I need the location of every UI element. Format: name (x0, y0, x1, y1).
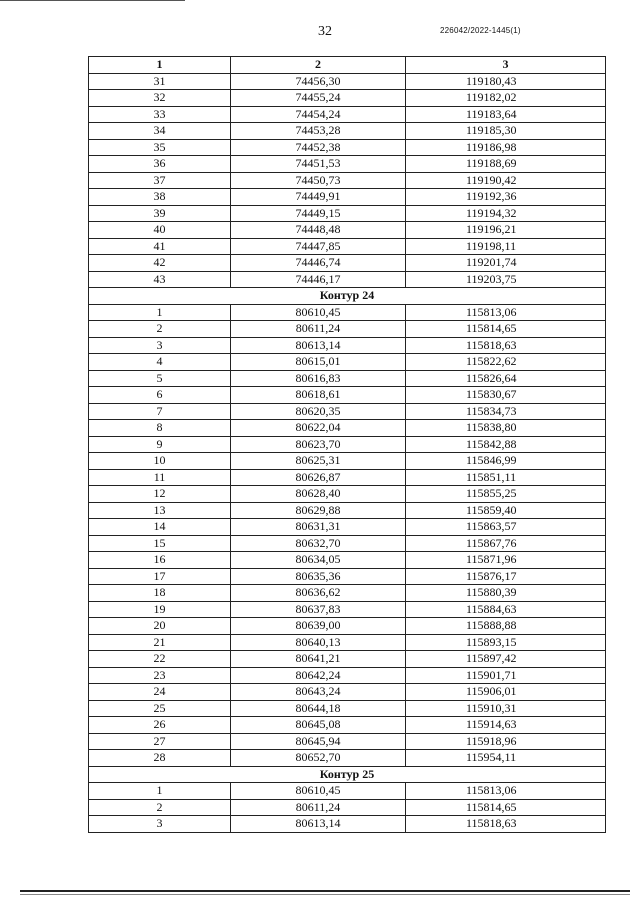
x-coordinate: 80634,05 (231, 552, 406, 569)
point-number: 28 (89, 750, 231, 767)
table-row (89, 568, 606, 585)
y-coordinate: 115822,62 (406, 354, 606, 371)
point-number: 31 (89, 73, 231, 90)
y-coordinate: 115855,25 (406, 486, 606, 503)
point-number: 33 (89, 106, 231, 123)
point-number: 17 (89, 568, 231, 585)
x-coordinate: 74446,17 (231, 271, 406, 288)
point-number: 35 (89, 139, 231, 156)
y-coordinate: 115818,63 (406, 816, 606, 833)
x-coordinate: 80613,14 (231, 816, 406, 833)
x-coordinate: 80611,24 (231, 321, 406, 338)
table-row (89, 585, 606, 602)
table-row (89, 271, 606, 288)
table-row (89, 816, 606, 833)
x-coordinate: 80631,31 (231, 519, 406, 536)
y-coordinate: 115813,06 (406, 304, 606, 321)
table-row (89, 667, 606, 684)
y-coordinate: 119201,74 (406, 255, 606, 272)
y-coordinate: 119190,42 (406, 172, 606, 189)
x-coordinate: 74448,48 (231, 222, 406, 239)
x-coordinate: 80642,24 (231, 667, 406, 684)
point-number: 18 (89, 585, 231, 602)
x-coordinate: 80610,45 (231, 783, 406, 800)
table-row (89, 436, 606, 453)
table-row (89, 651, 606, 668)
x-coordinate: 80635,36 (231, 568, 406, 585)
bottom-rule (20, 890, 630, 892)
section-title: Контур 24 (89, 288, 606, 305)
y-coordinate: 115871,96 (406, 552, 606, 569)
table-row (89, 420, 606, 437)
x-coordinate: 80644,18 (231, 700, 406, 717)
point-number: 6 (89, 387, 231, 404)
table-row (89, 189, 606, 206)
x-coordinate: 80643,24 (231, 684, 406, 701)
table-header (89, 57, 606, 74)
point-number: 23 (89, 667, 231, 684)
column-header: 1 (89, 57, 231, 74)
x-coordinate: 80645,94 (231, 733, 406, 750)
x-coordinate: 80629,88 (231, 502, 406, 519)
table-row (89, 601, 606, 618)
section-row (89, 766, 606, 783)
y-coordinate: 115893,15 (406, 634, 606, 651)
point-number: 34 (89, 123, 231, 140)
y-coordinate: 115888,88 (406, 618, 606, 635)
table-row (89, 799, 606, 816)
x-coordinate: 80641,21 (231, 651, 406, 668)
point-number: 12 (89, 486, 231, 503)
table-row (89, 90, 606, 107)
y-coordinate: 119186,98 (406, 139, 606, 156)
x-coordinate: 74449,15 (231, 205, 406, 222)
y-coordinate: 115884,63 (406, 601, 606, 618)
x-coordinate: 80625,31 (231, 453, 406, 470)
point-number: 26 (89, 717, 231, 734)
point-number: 15 (89, 535, 231, 552)
point-number: 19 (89, 601, 231, 618)
point-number: 1 (89, 783, 231, 800)
y-coordinate: 115846,99 (406, 453, 606, 470)
point-number: 13 (89, 502, 231, 519)
point-number: 42 (89, 255, 231, 272)
table-row (89, 535, 606, 552)
y-coordinate: 119194,32 (406, 205, 606, 222)
point-number: 22 (89, 651, 231, 668)
y-coordinate: 115918,96 (406, 733, 606, 750)
x-coordinate: 80636,62 (231, 585, 406, 602)
table-row (89, 453, 606, 470)
point-number: 5 (89, 370, 231, 387)
y-coordinate: 115813,06 (406, 783, 606, 800)
x-coordinate: 74456,30 (231, 73, 406, 90)
y-coordinate: 115838,80 (406, 420, 606, 437)
x-coordinate: 74447,85 (231, 238, 406, 255)
table-row (89, 106, 606, 123)
point-number: 43 (89, 271, 231, 288)
x-coordinate: 80613,14 (231, 337, 406, 354)
table-row (89, 552, 606, 569)
point-number: 32 (89, 90, 231, 107)
point-number: 25 (89, 700, 231, 717)
point-number: 2 (89, 799, 231, 816)
table-row (89, 139, 606, 156)
table-row (89, 337, 606, 354)
point-number: 27 (89, 733, 231, 750)
point-number: 14 (89, 519, 231, 536)
x-coordinate: 74450,73 (231, 172, 406, 189)
point-number: 39 (89, 205, 231, 222)
x-coordinate: 74452,38 (231, 139, 406, 156)
table-row (89, 172, 606, 189)
y-coordinate: 119183,64 (406, 106, 606, 123)
point-number: 37 (89, 172, 231, 189)
x-coordinate: 80616,83 (231, 370, 406, 387)
point-number: 9 (89, 436, 231, 453)
y-coordinate: 115897,42 (406, 651, 606, 668)
point-number: 36 (89, 156, 231, 173)
y-coordinate: 119198,11 (406, 238, 606, 255)
table-row (89, 403, 606, 420)
y-coordinate: 119188,69 (406, 156, 606, 173)
point-number: 8 (89, 420, 231, 437)
x-coordinate: 80645,08 (231, 717, 406, 734)
x-coordinate: 74449,91 (231, 189, 406, 206)
point-number: 2 (89, 321, 231, 338)
y-coordinate: 119196,21 (406, 222, 606, 239)
x-coordinate: 80652,70 (231, 750, 406, 767)
table-row (89, 205, 606, 222)
column-header: 3 (406, 57, 606, 74)
x-coordinate: 80632,70 (231, 535, 406, 552)
table-row (89, 618, 606, 635)
table-row (89, 700, 606, 717)
point-number: 21 (89, 634, 231, 651)
x-coordinate: 80637,83 (231, 601, 406, 618)
point-number: 11 (89, 469, 231, 486)
y-coordinate: 115826,64 (406, 370, 606, 387)
y-coordinate: 115814,65 (406, 321, 606, 338)
y-coordinate: 119192,36 (406, 189, 606, 206)
table-row (89, 222, 606, 239)
table-row (89, 304, 606, 321)
y-coordinate: 115834,73 (406, 403, 606, 420)
table-row (89, 255, 606, 272)
x-coordinate: 80620,35 (231, 403, 406, 420)
y-coordinate: 115901,71 (406, 667, 606, 684)
x-coordinate: 80611,24 (231, 799, 406, 816)
table-row (89, 519, 606, 536)
table-row (89, 123, 606, 140)
y-coordinate: 115859,40 (406, 502, 606, 519)
x-coordinate: 74446,74 (231, 255, 406, 272)
y-coordinate: 119180,43 (406, 73, 606, 90)
top-rule (0, 0, 185, 1)
point-number: 10 (89, 453, 231, 470)
column-header: 2 (231, 57, 406, 74)
table-row (89, 783, 606, 800)
y-coordinate: 115876,17 (406, 568, 606, 585)
table-row (89, 717, 606, 734)
section-row (89, 288, 606, 305)
y-coordinate: 115863,57 (406, 519, 606, 536)
x-coordinate: 74454,24 (231, 106, 406, 123)
y-coordinate: 119182,02 (406, 90, 606, 107)
y-coordinate: 115842,88 (406, 436, 606, 453)
point-number: 24 (89, 684, 231, 701)
section-title: Контур 25 (89, 766, 606, 783)
point-number: 3 (89, 337, 231, 354)
table-row (89, 321, 606, 338)
y-coordinate: 119185,30 (406, 123, 606, 140)
point-number: 40 (89, 222, 231, 239)
x-coordinate: 80639,00 (231, 618, 406, 635)
table-row (89, 73, 606, 90)
table-row (89, 370, 606, 387)
page-number: 32 (318, 24, 332, 39)
document-code: 226042/2022-1445(1) (440, 26, 521, 35)
table-row (89, 733, 606, 750)
table-row (89, 469, 606, 486)
y-coordinate: 115910,31 (406, 700, 606, 717)
y-coordinate: 119203,75 (406, 271, 606, 288)
y-coordinate: 115867,76 (406, 535, 606, 552)
y-coordinate: 115814,65 (406, 799, 606, 816)
point-number: 1 (89, 304, 231, 321)
point-number: 38 (89, 189, 231, 206)
y-coordinate: 115954,11 (406, 750, 606, 767)
x-coordinate: 80610,45 (231, 304, 406, 321)
table-row (89, 387, 606, 404)
table-row (89, 750, 606, 767)
x-coordinate: 80626,87 (231, 469, 406, 486)
x-coordinate: 80615,01 (231, 354, 406, 371)
table-row (89, 502, 606, 519)
y-coordinate: 115914,63 (406, 717, 606, 734)
x-coordinate: 74451,53 (231, 156, 406, 173)
table-row (89, 354, 606, 371)
table-row (89, 684, 606, 701)
bottom-rule-thin (20, 894, 630, 895)
x-coordinate: 80622,04 (231, 420, 406, 437)
point-number: 4 (89, 354, 231, 371)
x-coordinate: 80623,70 (231, 436, 406, 453)
y-coordinate: 115906,01 (406, 684, 606, 701)
x-coordinate: 74453,28 (231, 123, 406, 140)
x-coordinate: 80628,40 (231, 486, 406, 503)
table-row (89, 238, 606, 255)
table-row (89, 156, 606, 173)
table-row (89, 486, 606, 503)
point-number: 16 (89, 552, 231, 569)
x-coordinate: 80640,13 (231, 634, 406, 651)
y-coordinate: 115830,67 (406, 387, 606, 404)
y-coordinate: 115818,63 (406, 337, 606, 354)
point-number: 20 (89, 618, 231, 635)
x-coordinate: 74455,24 (231, 90, 406, 107)
point-number: 41 (89, 238, 231, 255)
coordinates-table (88, 56, 606, 833)
point-number: 3 (89, 816, 231, 833)
table-row (89, 634, 606, 651)
x-coordinate: 80618,61 (231, 387, 406, 404)
point-number: 7 (89, 403, 231, 420)
table-body (89, 73, 606, 832)
y-coordinate: 115880,39 (406, 585, 606, 602)
y-coordinate: 115851,11 (406, 469, 606, 486)
